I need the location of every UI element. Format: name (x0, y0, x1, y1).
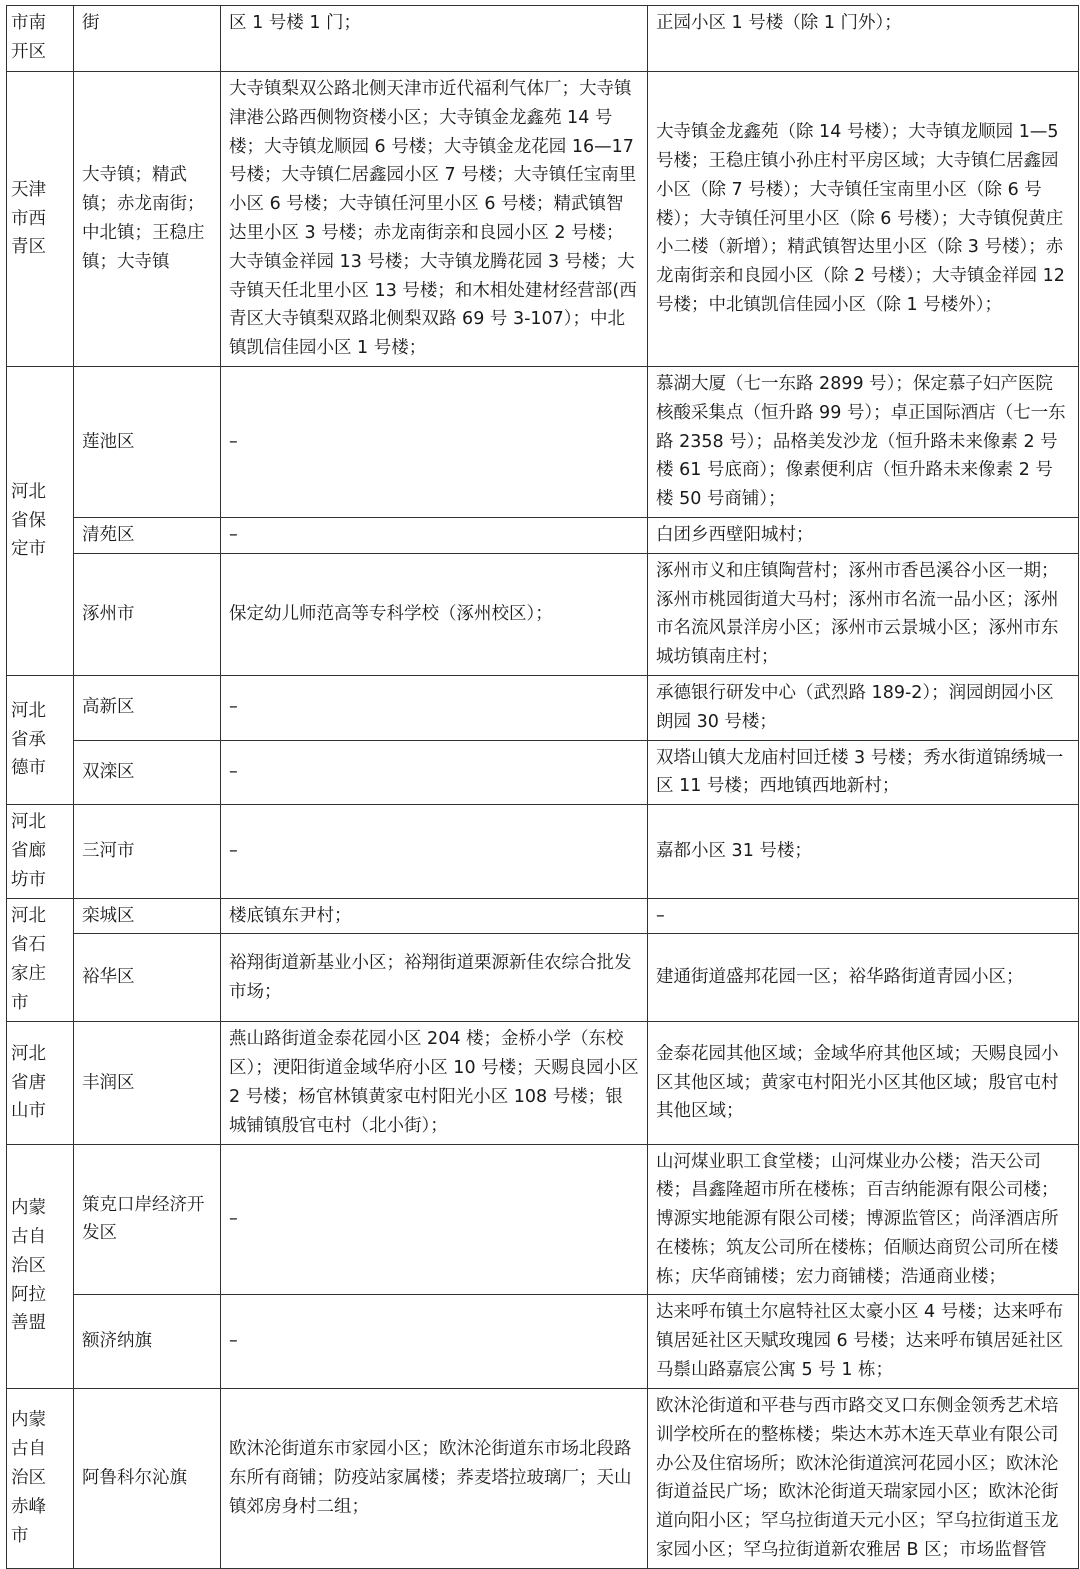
control-area-cell: 涿州市义和庄镇陶营村；涿州市香邑溪谷小区一期；涿州市桃园街道大马村；涿州市名流一品小区；涿州市名流风景洋房小区；涿州市云景城小区；涿州市东城坊镇南庄村； (648, 553, 1079, 675)
control-area-cell: 嘉都小区 31 号楼； (648, 805, 1079, 898)
control-area-cell: 承德银行研发中心（武烈路 189-2）；润园朗园小区朗园 30 号楼； (648, 675, 1079, 740)
table-row (7, 553, 1079, 675)
control-area-cell: 建通街道盛邦花园一区；裕华路街道青园小区； (648, 934, 1079, 1022)
risk-area-cell: – (221, 1144, 648, 1295)
table-row (7, 1295, 1079, 1388)
control-area-cell: 双塔山镇大龙庙村回迁楼 3 号楼；秀水街道锦绣城一区 11 号楼；西地镇西地新村； (648, 740, 1079, 805)
city-cell: 内蒙 古自 治区 阿拉 善盟 (7, 1144, 74, 1388)
table-row (7, 1388, 1079, 1568)
risk-area-cell: – (221, 517, 648, 553)
city-cell: 河北 省保 定市 (7, 366, 74, 675)
table-row (7, 6, 1079, 72)
closure-area-table (6, 5, 1079, 1569)
table-row (7, 740, 1079, 805)
city-cell: 内蒙 古自 治区 赤峰 市 (7, 1388, 74, 1568)
district-cell: 阿鲁科尔沁旗 (74, 1388, 221, 1568)
risk-area-cell: 裕翔街道新基业小区；裕翔街道栗源新佳农综合批发市场； (221, 934, 648, 1022)
table-row (7, 675, 1079, 740)
table-row (7, 517, 1079, 553)
table-row (7, 934, 1079, 1022)
control-area-cell: 金泰花园其他区域；金域华府其他区域；天赐良园小区其他区域；黄家屯村阳光小区其他区域；殷官屯村其他区域； (648, 1022, 1079, 1144)
district-cell: 街 (74, 6, 221, 72)
city-cell: 河北 省廊 坊市 (7, 805, 74, 898)
district-cell: 双滦区 (74, 740, 221, 805)
district-cell: 栾城区 (74, 898, 221, 934)
control-area-cell: – (648, 898, 1079, 934)
control-area-cell: 慕湖大厦（七一东路 2899 号）；保定慕子妇产医院核酸采集点（恒升路 99 号）；卓正国际酒店（七一东路 2358 号）；品格美发沙龙（恒升路未来像素 2 号楼 61 号底商）；像素便利店（恒升路未来像素 2 号楼 50 号商铺）； (648, 366, 1079, 517)
risk-area-cell: 燕山路街道金泰花园小区 204 楼；金桥小学（东校区）；浭阳街道金域华府小区 10 号楼；天赐良园小区 2 号楼；杨官林镇黄家屯村阳光小区 108 号楼；银城铺镇殷官屯村（北小街）； (221, 1022, 648, 1144)
control-area-cell: 大寺镇金龙鑫苑（除 14 号楼）；大寺镇龙顺园 1—5 号楼；王稳庄镇小孙庄村平房区域；大寺镇仁居鑫园小区（除 7 号楼）；大寺镇任宝南里小区（除 6 号楼）；大寺镇任河里小区（除 6 号楼）；大寺镇倪黄庄小二楼（新增）；精武镇智达里小区（除 3 号楼）；赤龙南街亲和良园小区（除 2 号楼）；大寺镇金祥园 12 号楼；中北镇凯信佳园小区（除 1 号楼外）； (648, 72, 1079, 367)
control-area-cell: 白团乡西壁阳城村； (648, 517, 1079, 553)
risk-area-cell: 区 1 号楼 1 门； (221, 6, 648, 72)
district-cell: 清苑区 (74, 517, 221, 553)
risk-area-cell: 大寺镇梨双公路北侧天津市近代福利气体厂；大寺镇津港公路西侧物资楼小区；大寺镇金龙鑫苑 14 号楼；大寺镇龙顺园 6 号楼；大寺镇金龙花园 16—17 号楼；大寺镇仁居鑫园小区 7 号楼；大寺镇任宝南里小区 6 号楼；大寺镇任河里小区 6 号楼；精武镇智达里小区 3 号楼；赤龙南街亲和良园小区 2 号楼；大寺镇金祥园 13 号楼；大寺镇龙腾花园 3 号楼；大寺镇天任北里小区 13 号楼；和木相处建材经营部(西青区大寺镇梨双路北侧梨双路 69 号 3-107）；中北镇凯信佳园小区 1 号楼； (221, 72, 648, 367)
district-cell: 裕华区 (74, 934, 221, 1022)
district-cell: 高新区 (74, 675, 221, 740)
city-cell: 天津 市西 青区 (7, 72, 74, 367)
district-cell: 涿州市 (74, 553, 221, 675)
table-body (7, 6, 1079, 1569)
district-cell: 大寺镇；精武镇；赤龙南街；中北镇；王稳庄镇；大寺镇 (74, 72, 221, 367)
risk-area-cell: – (221, 366, 648, 517)
district-cell: 丰润区 (74, 1022, 221, 1144)
control-area-cell: 欧沐沦街道和平巷与西市路交叉口东侧金领秀艺术培训学校所在的整栋楼；柴达木苏木连天草业有限公司办公及住宿场所；欧沐沦街道滨河花园小区；欧沐沦街道益民广场；欧沐沦街道天瑞家园小区；欧沐沦街道向阳小区；罕乌拉街道天元小区；罕乌拉街道玉龙家园小区；罕乌拉街道新农雅居 B 区；市场监督管 (648, 1388, 1079, 1568)
city-cell: 河北 省承 德市 (7, 675, 74, 804)
control-area-cell: 达来呼布镇土尔扈特社区太豪小区 4 号楼；达来呼布镇居延社区天赋玫瑰园 6 号楼；达来呼布镇居延社区马鬃山路嘉宸公寓 5 号 1 栋； (648, 1295, 1079, 1388)
district-cell: 三河市 (74, 805, 221, 898)
table-row (7, 898, 1079, 934)
table-row (7, 366, 1079, 517)
control-area-cell: 正园小区 1 号楼（除 1 门外）； (648, 6, 1079, 72)
city-cell: 市南 开区 (7, 6, 74, 72)
table-row (7, 805, 1079, 898)
table-row (7, 72, 1079, 367)
control-area-cell: 山河煤业职工食堂楼；山河煤业办公楼；浩天公司楼；昌鑫隆超市所在楼栋；百吉纳能源有限公司楼；博源实地能源有限公司楼；博源监管区；尚泽酒店所在楼栋；筑友公司所在楼栋；佰顺达商贸公司所在楼栋；庆华商铺楼；宏力商铺楼；浩通商业楼； (648, 1144, 1079, 1295)
table-row (7, 1022, 1079, 1144)
district-cell: 莲池区 (74, 366, 221, 517)
risk-area-cell: 楼底镇东尹村； (221, 898, 648, 934)
district-cell: 额济纳旗 (74, 1295, 221, 1388)
risk-area-cell: – (221, 740, 648, 805)
risk-area-cell: – (221, 805, 648, 898)
city-cell: 河北 省石 家庄 市 (7, 898, 74, 1022)
city-cell: 河北 省唐 山市 (7, 1022, 74, 1144)
table-row (7, 1144, 1079, 1295)
district-cell: 策克口岸经济开发区 (74, 1144, 221, 1295)
risk-area-cell: – (221, 1295, 648, 1388)
risk-area-cell: – (221, 675, 648, 740)
risk-area-cell: 欧沐沦街道东市家园小区；欧沐沦街道东市场北段路东所有商铺；防疫站家属楼；荞麦塔拉玻璃厂；天山镇郊房身村二组； (221, 1388, 648, 1568)
risk-area-cell: 保定幼儿师范高等专科学校（涿州校区）； (221, 553, 648, 675)
